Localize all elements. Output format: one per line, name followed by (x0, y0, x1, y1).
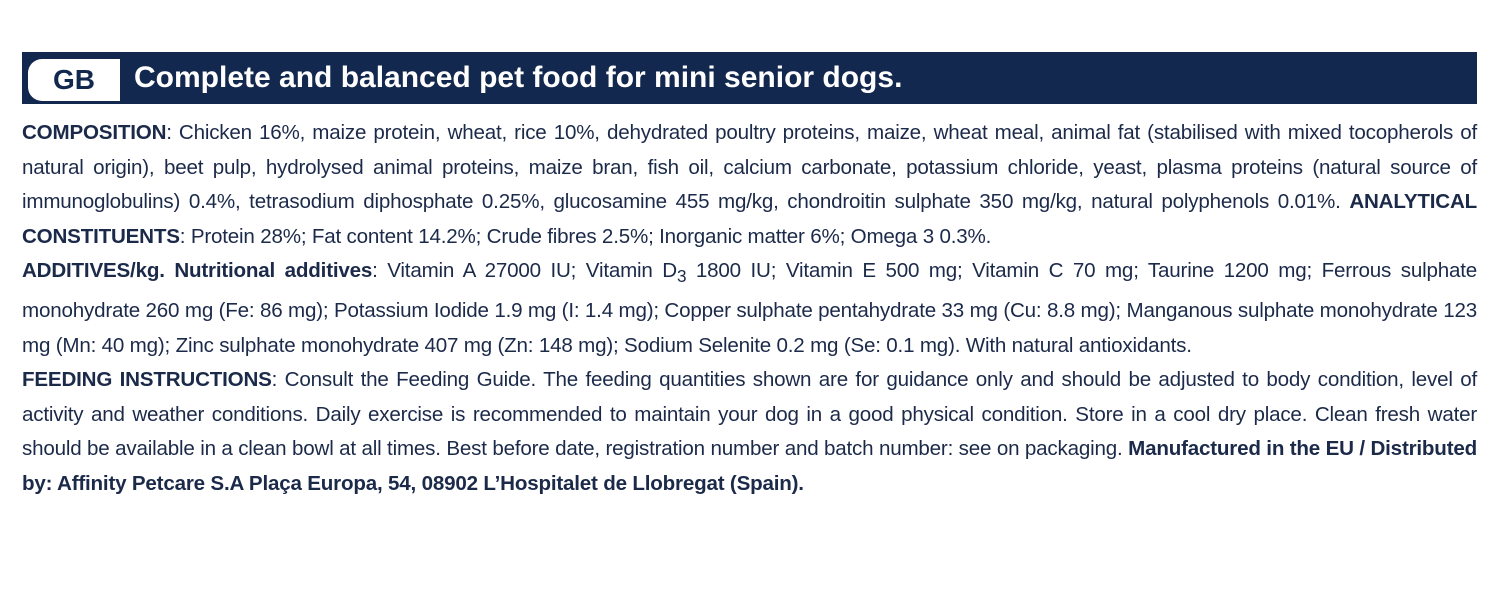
label-body-text (22, 116, 1477, 502)
additives-text-rest: 1800 IU; Vitamin E 500 mg; Vitamin C 70 mg; Taurine 1200 mg; Ferrous sulphate monohydrate 260 mg (Fe: 86 mg); Potassium Iodide 1.9 mg (I: 1.4 mg); Copper sulphate pentahydrate 33 mg (Cu: 8.8 mg); Manganous sulphate monohydrate 123 mg (Mn: 40 mg); Zinc sulphate monohydrate 407 mg (Zn: 148 mg); Sodium Selenite 0.2 mg (Se: 0.1 mg). With natural antioxidants. (22, 259, 1478, 357)
composition-text: : Chicken 16%, maize protein, wheat, rice 10%, dehydrated poultry proteins, maize, wheat meal, animal fat (stabilised with mixed tocopherols of natural origin), beet pulp, hydrolysed animal proteins, maize bran, fish oil, calcium carbonate, potassium chloride, yeast, plasma proteins (natural source of immunoglobulins) 0.4%, tetrasodium diphosphate 0.25%, glucosamine 455 mg/kg, chondroitin sulphate 350 mg/kg, natural polyphenols 0.01%. (22, 121, 1477, 214)
additives-text-start: : Vitamin A 27000 IU; Vitamin D (372, 259, 677, 283)
additives-heading: ADDITIVES/kg. Nutritional additives (22, 259, 373, 283)
composition-heading: COMPOSITION (22, 121, 167, 144)
analytical-constituents-text: : Protein 28%; Fat content 14.2%; Crude fibres 2.5%; Inorganic matter 6%; Omega 3 0.3%. (179, 224, 992, 248)
pet-food-label (22, 52, 1477, 502)
feeding-instructions-text: : Consult the Feeding Guide. The feeding quantities shown are for guidance only and should be adjusted to body condition, level of activity and weather conditions. Daily exercise is recommended to maintain your dog in a good physical condition. Store in a cool dry place. Clean fresh water should be available in a clean bowl at all times. Best before date, registration number and batch number: see on packaging. (22, 368, 1477, 461)
product-title: Complete and balanced pet food for mini senior dogs. (134, 61, 903, 94)
manufacturer-text: Manufactured in the EU / Distributed by: Affinity Petcare S.A Plaça Europa, 54, 08902 L’Hospitalet de Llobregat (Spain). (22, 437, 1477, 496)
analytical-constituents-heading: ANALYTICAL CONSTITUENTS (22, 190, 1477, 248)
vitamin-d-subscript: 3 (676, 266, 687, 287)
language-badge: GB (28, 59, 120, 101)
title-bar (22, 52, 1477, 104)
feeding-instructions-heading: FEEDING INSTRUCTIONS (22, 368, 272, 392)
